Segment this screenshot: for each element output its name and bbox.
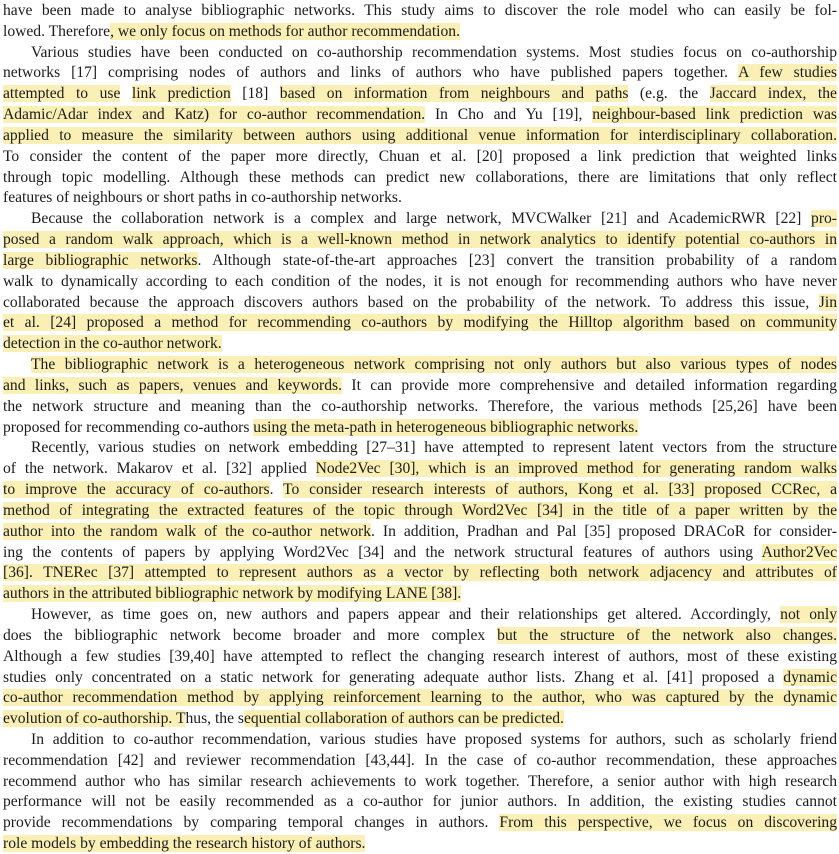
highlighted-text: neighbour-based link prediction was <box>592 106 837 124</box>
highlighted-text: to improve the accuracy of co-authors <box>3 481 270 499</box>
text-segment: networks [17] comprising nodes of authors and links of authors who have published papers together. <box>3 64 739 82</box>
text-line <box>3 43 837 64</box>
text-segment: In addition to co-author recommendation, various studies have proposed systems for authors, such as scholarly friend <box>31 730 837 748</box>
highlighted-text: Node2Vec [30], which is an improved method for generating random walks <box>315 460 837 478</box>
text-line <box>3 668 837 689</box>
text-line <box>3 105 837 126</box>
text-line <box>3 376 837 397</box>
text-line <box>3 209 837 230</box>
highlighted-text: role models by embedding the research history of authors. <box>3 835 366 853</box>
highlighted-text: A few studies <box>738 64 837 82</box>
text-line <box>3 188 837 209</box>
highlighted-text: From this perspective, we focus on discovering <box>499 814 837 832</box>
text-segment: Although a few studies [39,40] have attempted to reflect the changing research interest of authors, most of these existing <box>3 647 837 665</box>
text-line <box>3 647 837 668</box>
text-segment: To consider the content of the paper more directly, Chuan et al. [20] proposed a link prediction that weighted links <box>3 147 837 165</box>
text-segment: [18] <box>230 85 280 103</box>
text-line <box>3 63 837 84</box>
text-segment: performance will not be easily recommended as a co-author for junior authors. In addition, the existing studies cannot <box>3 793 837 811</box>
text-segment: Because the collaboration network is a complex and large network, MVCWalker [21] and AcademicRWR [22] <box>31 210 812 228</box>
text-segment: (e.g. the <box>628 85 710 103</box>
text-segment: . In addition, Pradhan and Pal [35] proposed DRACoR for consider- <box>371 522 837 540</box>
text-line <box>3 522 837 543</box>
text-line <box>3 543 837 564</box>
text-line <box>3 355 837 376</box>
text-segment: Various studies have been conducted on co-authorship recommendation systems. Most studies focus on co-authorship <box>31 43 837 61</box>
text-segment: Recently, various studies on network embedding [27–31] have attempted to represent latent vectors from the structure <box>31 439 837 457</box>
highlighted-text: detection in the co-author network. <box>3 335 222 353</box>
highlighted-text: applied to measure the similarity between authors using additional venue information for interdisciplinary collaboration. <box>3 126 837 144</box>
text-line <box>3 418 837 439</box>
highlighted-text: [36]. TNERec [37] attempted to represent authors as a vector by reflecting both network adjacency and attributes of <box>3 564 837 582</box>
highlighted-text: and links, such as papers, venues and keywords. <box>3 376 342 394</box>
highlighted-text: large bibliographic networks <box>3 251 198 269</box>
text-line <box>3 84 837 105</box>
text-segment: However, as time goes on, new authors and papers appear and their relationships get altered. Accordingly, <box>31 606 781 624</box>
highlighted-text: Adamic/Adar index and Katz) for co-author recommendation. <box>3 106 426 124</box>
highlighted-text: based on information from neighbours and paths <box>279 85 629 103</box>
highlighted-text: Author2Vec <box>761 543 837 561</box>
text-line <box>3 480 837 501</box>
text-segment: does the bibliographic network become broader and more complex <box>3 626 498 644</box>
highlighted-text: et al. [24] proposed a method for recommending co-authors by modifying the Hilltop algorithm based on community <box>3 314 837 332</box>
text-segment: of the network. Makarov et al. [32] applied <box>3 460 316 478</box>
highlighted-text: authors in the attributed bibliographic network by modifying LANE [38]. <box>3 585 462 603</box>
text-segment: walk to dynamically according to each condition of the nodes, it is not enough for recommending authors who have never <box>3 272 837 290</box>
highlighted-text: pro- <box>811 210 837 228</box>
text-line <box>3 709 837 730</box>
highlighted-text: not only <box>780 606 837 624</box>
text-line <box>3 168 837 189</box>
text-line <box>3 563 837 584</box>
text-line <box>3 397 837 418</box>
text-segment: features of neighbours or short paths in co-authorship networks. <box>3 189 402 207</box>
text-line <box>3 626 837 647</box>
highlighted-text: dynamic <box>783 668 837 686</box>
text-segment: . <box>269 481 284 499</box>
text-line <box>3 126 837 147</box>
text-line <box>3 251 837 272</box>
highlighted-text: equential collaboration of authors can be predicted. <box>243 710 564 728</box>
highlighted-text: evolution of co-authorship. T <box>3 710 186 728</box>
text-line <box>3 313 837 334</box>
text-line <box>3 751 837 772</box>
text-segment: ing the contents of papers by applying Word2Vec [34] and the network structural features of authors using <box>3 543 762 561</box>
text-segment: proposed for recommending co-authors <box>3 418 254 436</box>
text-line <box>3 605 837 626</box>
text-segment: lowed. Therefore <box>3 22 111 40</box>
text-segment: recommendation [42] and reviewer recommendation [43,44]. In the case of co-author recommendation, these approaches <box>3 751 837 769</box>
highlighted-text: link prediction <box>131 85 231 103</box>
text-segment: the network structure and meaning than the co-authorship networks. Therefore, the various methods [25,26] have been <box>3 397 837 415</box>
text-segment: provide recommendations by comparing temporal changes in authors. <box>3 814 500 832</box>
text-line <box>3 792 837 813</box>
text-line <box>3 459 837 480</box>
highlighted-text: Jaccard index, the <box>709 85 837 103</box>
text-segment: through topic modelling. Although these methods can predict new collaborations, there are limitations that only reflect <box>3 168 837 186</box>
text-segment: recommend author who has similar research achievements to work together. Therefore, a senior author with high research <box>3 772 837 790</box>
highlighted-text: using the meta-path in heterogeneous bibliographic networks. <box>253 418 639 436</box>
text-segment: In Cho and Yu [19], <box>425 106 593 124</box>
highlighted-text: To consider research interests of authors, Kong et al. [33] proposed CCRec, a <box>283 481 837 499</box>
text-segment <box>120 85 131 102</box>
text-segment: hus, the s <box>185 710 244 728</box>
text-line <box>3 438 837 459</box>
text-line <box>3 584 837 605</box>
text-segment: . Although state-of-the-art approaches [23] convert the transition probability of a random <box>197 251 837 269</box>
text-line <box>3 688 837 709</box>
text-line <box>3 501 837 522</box>
text-line <box>3 1 837 22</box>
highlighted-text: method of integrating the extracted features of the topic through Word2Vec [34] in the title of a paper written by the <box>3 501 837 519</box>
highlighted-text: co-author recommendation method by applying reinforcement learning to the author, who was captured by the dynamic <box>3 689 837 707</box>
text-line <box>3 834 837 854</box>
text-segment: collaborated because the approach discovers authors based on the probability of the network. To address this issue, <box>3 293 819 311</box>
text-line <box>3 272 837 293</box>
text-line <box>3 334 837 355</box>
text-line <box>3 293 837 314</box>
text-segment: studies only concentrated on a static network for generating adequate author lists. Zhang et al. [41] proposed a <box>3 668 784 686</box>
text-line <box>3 147 837 168</box>
text-line <box>3 813 837 834</box>
text-line <box>3 230 837 251</box>
highlighted-text: Jin <box>818 293 837 311</box>
text-segment: It can provide more comprehensive and detailed information regarding <box>342 376 837 394</box>
text-line <box>3 772 837 793</box>
text-line <box>3 22 837 43</box>
highlighted-text: , we only focus on methods for author recommendation. <box>110 22 461 40</box>
highlighted-text: but the structure of the network also changes. <box>497 626 837 644</box>
highlighted-text: attempted to use <box>3 85 121 103</box>
highlighted-text: The bibliographic network is a heterogeneous network comprising not only authors but also various types of nodes <box>31 356 837 374</box>
text-line <box>3 730 837 751</box>
text-segment: have been made to analyse bibliographic networks. This study aims to discover the role model who can easily be fol- <box>3 2 837 19</box>
highlighted-text: posed a random walk approach, which is a well-known method in network analytics to identify potential co-authors in <box>3 231 837 249</box>
highlighted-text: author into the random walk of the co-author network <box>3 522 371 540</box>
